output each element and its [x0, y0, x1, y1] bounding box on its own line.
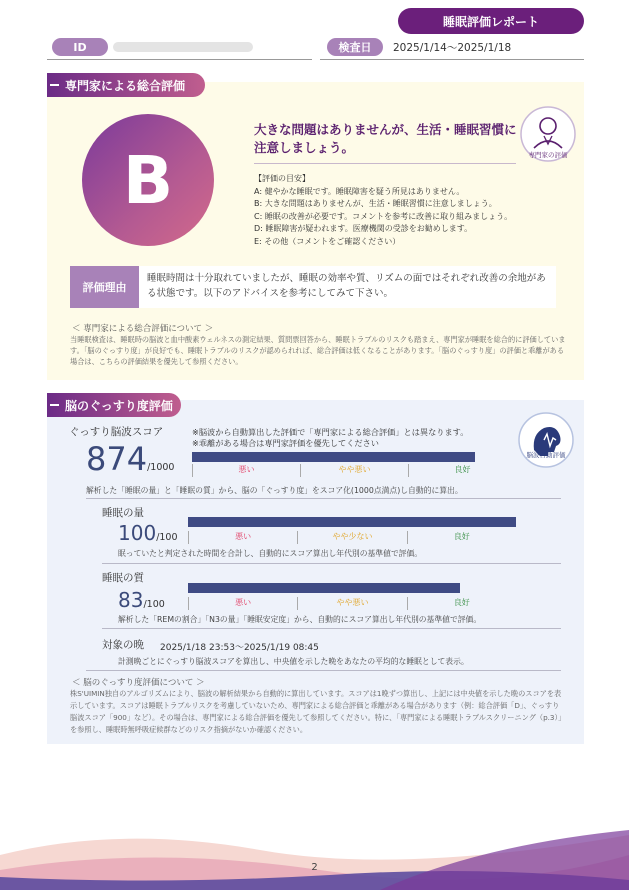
expert-about-title: ＜ 専門家による総合評価について ＞ [72, 324, 214, 334]
expert-icon-caption: 専門家の評価 [528, 151, 568, 159]
score-label: ぐっすり脳波スコア [69, 426, 164, 438]
level-bad: 悪い [192, 464, 300, 477]
brain-icon-caption: 脳波自動評価 [526, 451, 566, 459]
divider [254, 163, 516, 164]
divider [320, 59, 584, 60]
exam-date-value: 2025/1/14〜2025/1/18 [393, 42, 512, 54]
total-score-scale [192, 463, 516, 477]
grade-badge: B [82, 114, 214, 246]
quality-scale [188, 596, 516, 610]
reason-label: 評価理由 [70, 266, 139, 308]
quantity-score-max: /100 [156, 532, 178, 543]
total-score-max: /1000 [147, 462, 175, 473]
quality-label: 睡眠の質 [102, 572, 144, 584]
score-note [192, 427, 468, 449]
total-score-bar [192, 452, 475, 462]
level-mid: やや悪い [297, 597, 406, 610]
expert-about-text: 当睡眠検査は、睡眠時の脳波と血中酸素ウェルネスの測定結果、質問票回答から、睡眠トラブルのリスクも踏まえ、専門家が睡眠を総合的に評価しています。「脳のぐっすり度」が良好でも、睡眠トラブルのリスクが認められれば、総合評価は低くなることがあります。「脳のぐっすり度」の評価と乖離がある場合は、こちらの評価結果を優先して参照ください。 [70, 335, 566, 366]
guide-item: E: その他（コメントをご確認ください） [254, 236, 401, 246]
total-score [86, 440, 174, 478]
level-bad: 悪い [188, 531, 297, 544]
divider [102, 563, 561, 564]
quality-score [118, 588, 165, 612]
quality-bar [188, 583, 460, 593]
level-good: 良好 [407, 531, 516, 544]
brain-wave-icon [518, 412, 574, 468]
target-night-label: 対象の晩 [102, 639, 144, 651]
total-score-value: 874 [86, 440, 148, 478]
brain-about-title: ＜ 脳のぐっすり度評価について ＞ [72, 678, 205, 688]
level-good: 良好 [407, 597, 516, 610]
divider [47, 59, 312, 60]
note-line: ※脳波から自動算出した評価で「専門家による総合評価」とは異なります。 [192, 427, 469, 437]
quality-score-max: /100 [143, 599, 165, 610]
target-night-desc: 計測晩ごとにぐっすり脳波スコアを算出し、中央値を示した晩をあなたの平均的な睡眠として表示。 [118, 657, 469, 666]
level-good: 良好 [408, 464, 516, 477]
quality-score-value: 83 [118, 588, 144, 612]
page-number: 2 [311, 862, 318, 873]
quantity-score-value: 100 [118, 521, 157, 545]
divider [86, 670, 561, 671]
id-value-redacted [113, 42, 253, 52]
grade-guide [254, 173, 512, 249]
brain-about-text: 株S'UIMIN独自のアルゴリズムにより、脳波の解析結果から自動的に算出しています。スコアは1晩ずつ算出し、上記には中央値を示した晩のスコアを表示しています。スコアは睡眠トラブルリスクを考慮していないため、専門家による総合評価と乖離がある場合があります（例：総合評価「D」、ぐっすり脳波スコア「900」など）。その場合は、専門家による総合評価を優先して参照してください。特に、「専門家による睡眠トラブルスクリーニング（p.3）」を参照し、睡眠時無呼吸症候群などのリスク指摘がないか確認ください。 [70, 689, 566, 734]
reason-text: 睡眠時間は十分取れていましたが、睡眠の効率や質、リズムの面ではそれぞれ改善の余地がある状態です。以下のアドバイスを参考にしてみて下さい。 [139, 266, 556, 308]
divider [86, 498, 561, 499]
guide-item: A: 健やかな睡眠です。睡眠障害を疑う所見はありません。 [254, 186, 465, 196]
report-title: 睡眠評価レポート [398, 8, 584, 34]
target-night-value: 2025/1/18 23:53〜2025/1/19 08:45 [160, 643, 319, 653]
total-score-desc: 解析した「睡眠の量」と「睡眠の質」から、脳の「ぐっすり度」をスコア化(1000点満点)し自動的に算出。 [86, 486, 463, 495]
quantity-bar [188, 517, 516, 527]
expert-section-title: 専門家による総合評価 [47, 73, 205, 97]
exam-date-label: 検査日 [327, 38, 383, 56]
quantity-desc: 眠っていたと判定された時間を合計し、自動的にスコア算出し年代別の基準値で評価。 [118, 549, 423, 558]
quality-desc: 解析した「REMの割合」「N3の量」「睡眠安定度」から、自動的にスコア算出し年代別の基準値で評価。 [118, 615, 482, 624]
guide-item: B: 大きな問題はありませんが、生活・睡眠習慣に注意しましょう。 [254, 199, 497, 209]
guide-title: 【評価の目安】 [254, 174, 310, 183]
expert-headline: 大きな問題はありませんが、生活・睡眠習慣に注意しましょう。 [254, 122, 517, 155]
footer-waves [0, 815, 629, 890]
quantity-label: 睡眠の量 [102, 507, 144, 519]
note-line: ※乖離がある場合は専門家評価を優先してください [192, 438, 379, 448]
level-bad: 悪い [188, 597, 297, 610]
id-label: ID [52, 38, 108, 56]
guide-item: C: 睡眠の改善が必要です。コメントを参考に改善に取り組みましょう。 [254, 211, 513, 221]
guide-item: D: 睡眠障害が疑われます。医療機関の受診をお勧めします。 [254, 224, 473, 234]
level-mid: やや少ない [297, 531, 406, 544]
level-mid: やや悪い [300, 464, 408, 477]
brain-section-title: 脳のぐっすり度評価 [47, 393, 181, 417]
quantity-scale [188, 530, 516, 544]
quantity-score [118, 521, 178, 545]
id-row [47, 38, 584, 60]
divider [102, 628, 561, 629]
